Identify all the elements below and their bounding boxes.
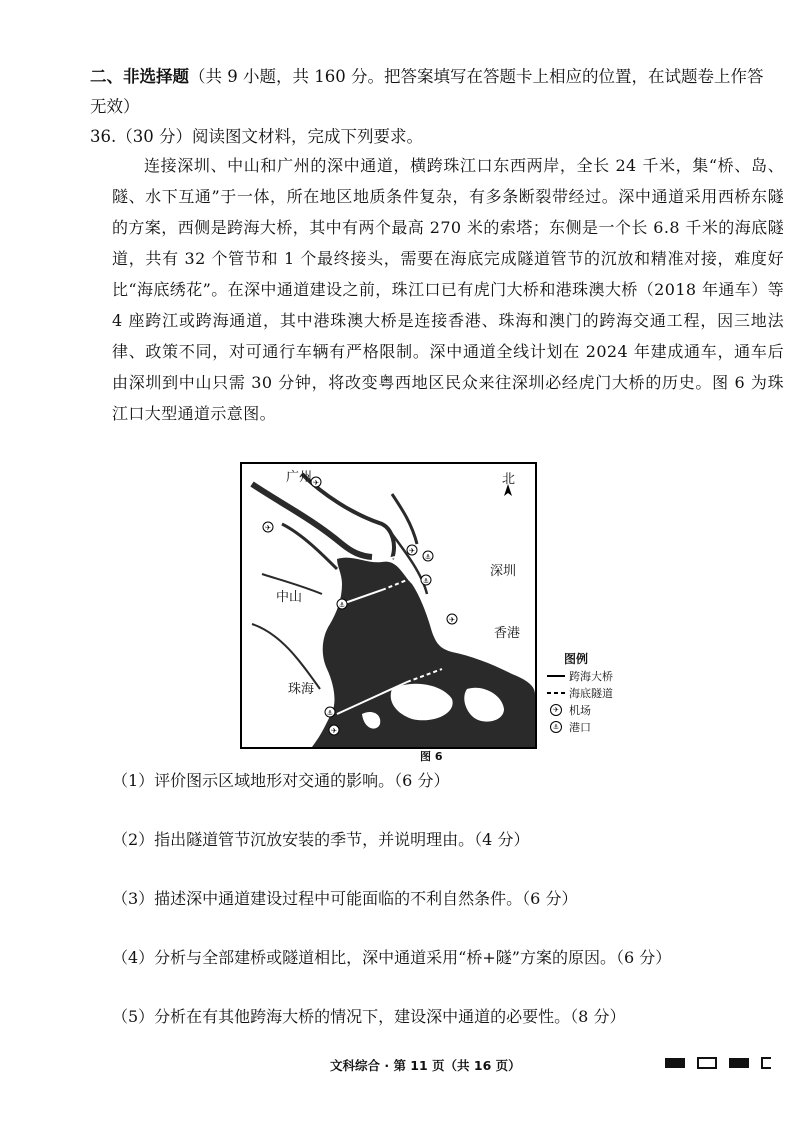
port-icon: [337, 599, 347, 609]
section-heading: [90, 62, 770, 122]
port-icon: ⚓: [546, 721, 566, 733]
svg-text:⚓: ⚓: [424, 553, 432, 561]
hollow-block-mark: [697, 1057, 717, 1069]
svg-text:⚓: ⚓: [326, 709, 334, 717]
bridge-line-icon: [546, 674, 566, 678]
bracket-mark: [761, 1057, 771, 1069]
port-icon: [325, 707, 335, 717]
tunnel-dash-icon: [546, 691, 566, 695]
map-label-shenzhen: 深圳: [490, 564, 517, 579]
svg-text:✈: ✈: [265, 524, 271, 532]
section-title: 二、非选择题: [90, 67, 189, 86]
legend-item: [546, 718, 613, 735]
question-score: （30 分）: [116, 127, 192, 146]
svg-text:✈: ✈: [313, 479, 319, 487]
map-label-guangzhou: 广州: [286, 470, 313, 485]
svg-text:⚓: ⚓: [422, 577, 430, 585]
map-legend: [546, 650, 613, 735]
map-label-hongkong: 香港: [494, 626, 521, 641]
svg-text:✈: ✈: [449, 616, 455, 624]
page-footer: 文科综合 · 第 11 页（共 16 页）: [330, 1058, 521, 1073]
svg-text:✈: ✈: [409, 547, 415, 555]
legend-item: [546, 667, 613, 684]
legend-item: [546, 701, 613, 718]
legend-label: 海底隧道: [569, 686, 613, 700]
airport-icon: [263, 522, 273, 532]
river-branch: [392, 494, 417, 544]
legend-label: 机场: [569, 703, 591, 717]
question-number: 36.: [90, 127, 117, 146]
legend-title: 图例: [564, 652, 589, 666]
sub-question: （2）指出隧道管节沉放安装的季节，并说明理由。（4 分）: [112, 830, 530, 849]
print-marks: [665, 1057, 771, 1069]
sub-question: （1）评价图示区域地形对交通的影响。（6 分）: [112, 771, 450, 790]
filled-block-mark: [729, 1058, 749, 1068]
pearl-river-estuary-map: [240, 462, 537, 749]
filled-block-mark: [665, 1058, 685, 1068]
map-label-zhuhai: 珠海: [288, 682, 315, 697]
section-note: （共 9 小题，共 160 分。把答案填写在答题卡上相应的位置，在试题卷上作答无效）: [90, 67, 764, 116]
figure-caption: 图 6: [420, 750, 443, 763]
map-graphic: [242, 464, 535, 747]
svg-text:⚓: ⚓: [338, 601, 346, 609]
airport-icon: [407, 545, 417, 555]
airport-icon: [329, 725, 339, 735]
map-north-label: 北: [502, 472, 516, 487]
legend-label: 跨海大桥: [569, 669, 613, 683]
port-icon: [421, 575, 431, 585]
sub-question: （3）描述深中通道建设过程中可能面临的不利自然条件。（6 分）: [112, 889, 578, 908]
question-header: [90, 124, 423, 150]
question-instruction: 阅读图文材料，完成下列要求。: [192, 127, 423, 146]
sub-question: （4）分析与全部建桥或隧道相比，深中通道采用“桥+隧”方案的原因。（6 分）: [112, 948, 672, 967]
legend-label: 港口: [569, 720, 591, 734]
svg-text:✈: ✈: [331, 727, 337, 735]
map-label-zhongshan: 中山: [276, 590, 303, 605]
airport-icon: ✈: [546, 704, 566, 716]
port-icon: [423, 551, 433, 561]
legend-item: [546, 684, 613, 701]
sub-question: （5）分析在有其他跨海大桥的情况下，建设深中通道的必要性。（8 分）: [112, 1007, 626, 1026]
airport-icon: [447, 614, 457, 624]
material-passage: 连接深圳、中山和广州的深中通道，横跨珠江口东西两岸，全长 24 千米，集“桥、岛、隧、水下互通”于一体，所在地区地质条件复杂，有多条断裂带经过。深中通道采用西桥东隧的方案，西侧是跨海大桥，其中有两个最高 270 米的索塔；东侧是一个长 6.8 千米的海底隧道，共有 32 个管节和 1 个最终接头，需要在海底完成隧道管节的沉放和精准对接，难度好比“海底绣花”。在深中通道建设之前，珠江口已有虎门大桥和港珠澳大桥（2018 年通车）等 4 座跨江或跨海通道，其中港珠澳大桥是连接香港、珠海和澳门的跨海交通工程，因三地法律、政策不同，对可通行车辆有严格限制。深中通道全线计划在 2024 年建成通车，通车后由深圳到中山只需 30 分钟，将改变粤西地区民众来往深圳必经虎门大桥的历史。图 6 为珠江口大型通道示意图。: [112, 156, 784, 423]
airport-icon: [311, 477, 321, 487]
